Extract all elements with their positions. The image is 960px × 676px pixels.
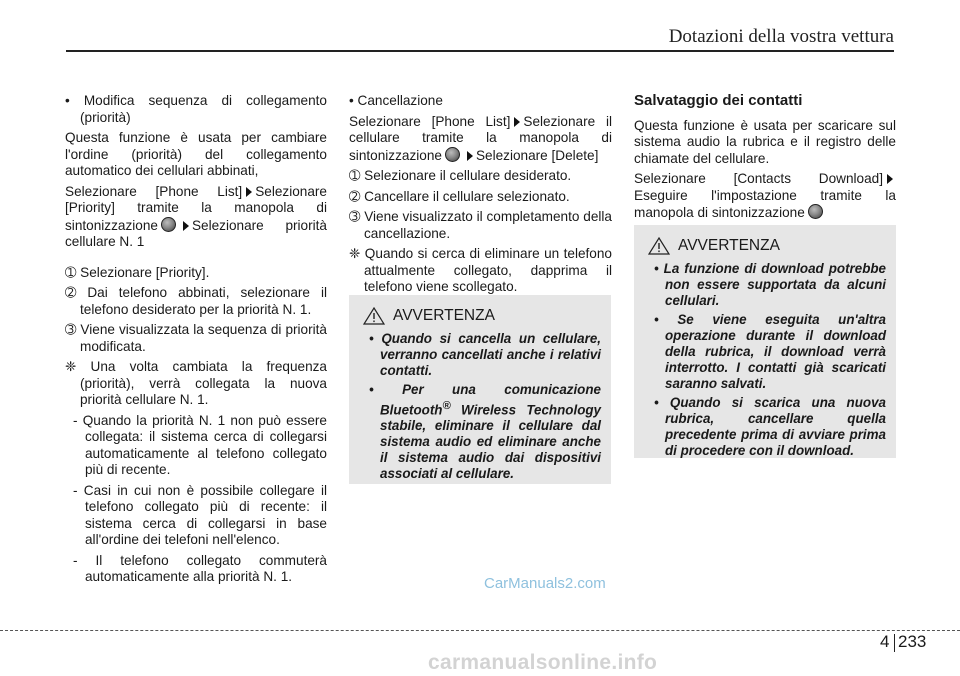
warning-triangle-icon bbox=[648, 237, 670, 255]
dash-item-2: - Casi in cui non è possibile collegare il telefono collegato più di recente: il sistema cerca di collegarsi in base all'ordine dei telefoni nell'elenco. bbox=[73, 482, 327, 547]
column-left bbox=[65, 93, 327, 590]
dash-item-1: - Quando la priorità N. 1 non può essere collegata: il sistema cerca di collegarsi automaticamente al telefono collegato più di recente. bbox=[73, 412, 327, 477]
registered-mark: ® bbox=[442, 400, 451, 412]
warning-item-text: Wireless Technology stabile, eliminare il cellulare dal sistema audio ed eliminare anche il sistema audio dai dispositivi associati al cellulare. bbox=[380, 402, 601, 482]
text-select-priority: Selezionare [Priority] tramite la manopola di sintonizzazione bbox=[65, 183, 327, 233]
warning-item: • La funzione di download potrebbe non essere supportata da alcuni cellulari. bbox=[654, 261, 886, 308]
step-1: ➀ Selezionare [Priority]. bbox=[65, 264, 210, 280]
paragraph-delete-steps bbox=[349, 114, 612, 165]
arrow-right-icon bbox=[887, 174, 893, 184]
chapter-number: 4 bbox=[880, 632, 890, 651]
paragraph-contacts-intro: Questa funzione è usata per scaricare sul sistema audio la rubrica e il registro delle chiamate del cellulare. bbox=[634, 117, 896, 166]
text-select-priority-1: Selezionare priorità cellulare N. 1 bbox=[65, 217, 327, 249]
step-2: ➁ Dai telefono abbinati, selezionare il telefono desiderato per la priorità N. 1. bbox=[65, 285, 327, 317]
warning-title: AVVERTENZA bbox=[393, 307, 495, 324]
paragraph-contacts-steps bbox=[634, 171, 896, 222]
bullet-priority: • Modifica sequenza di collegamento (priorità) bbox=[65, 93, 327, 125]
text-execute-setting: Eseguire l'impostazione tramite la manopola di sintonizzazione bbox=[634, 187, 896, 220]
arrow-right-icon bbox=[183, 221, 189, 231]
step-3: ➂ Viene visualizzata la sequenza di priorità modificata. bbox=[65, 322, 327, 354]
page-number-divider bbox=[894, 634, 895, 652]
text-select-phone-list: Selezionare [Phone List] bbox=[349, 113, 511, 129]
warning-item: • Quando si scarica una nuova rubrica, cancellare quella precedente prima di avviare prima di procedere con il download. bbox=[654, 395, 886, 458]
page-number: 233 bbox=[898, 632, 927, 651]
step-1: ➀ Selezionare il cellulare desiderato. bbox=[349, 168, 572, 183]
step-3: ➂ Viene visualizzato il completamento della cancellazione. bbox=[349, 209, 612, 241]
text-select-phone-list: Selezionare [Phone List] bbox=[65, 183, 243, 199]
dash-item-3: - Il telefono collegato commuterà automaticamente alla priorità N. 1. bbox=[73, 552, 327, 584]
tuning-knob-icon bbox=[161, 217, 176, 232]
note: ❈ Quando si cerca di eliminare un telefono attualmente collegato, dapprima il telefono viene scollegato. bbox=[349, 246, 612, 294]
warning-item: • Se viene eseguita un'altra operazione durante il download della rubrica, il download verrà interrotto. I contatti già scaricati saranno salvati. bbox=[654, 312, 886, 391]
warning-title: AVVERTENZA bbox=[678, 237, 780, 254]
page-header-title: Dotazioni della vostra vettura bbox=[668, 26, 894, 47]
arrow-right-icon bbox=[514, 117, 520, 127]
header-rule bbox=[66, 50, 894, 52]
watermark-bottom: carmanualsonline.info bbox=[428, 651, 658, 674]
warning-item-text: • Per una comunicazione Bluetooth bbox=[369, 382, 601, 418]
step-2: ➁ Cancellare il cellulare selezionato. bbox=[349, 188, 570, 204]
warning-item: • Quando si cancella un cellulare, verranno cancellati anche i relativi contatti. bbox=[369, 331, 601, 378]
arrow-right-icon bbox=[246, 187, 252, 197]
warning-header bbox=[359, 307, 601, 325]
note: ❈ Una volta cambiata la frequenza (priorità), verrà collegata la nuova priorità cellulare N. 1. bbox=[65, 359, 327, 407]
text-select-delete: Selezionare [Delete] bbox=[475, 147, 599, 163]
warning-box-delete bbox=[349, 295, 611, 484]
text-select-phone: Selezionare il cellulare tramite la manopola di sintonizzazione bbox=[349, 113, 612, 163]
warning-box-download bbox=[634, 225, 896, 458]
paragraph-priority-steps bbox=[65, 184, 327, 251]
tuning-knob-icon bbox=[808, 204, 823, 219]
warning-item bbox=[359, 382, 601, 482]
bullet-delete: • Cancellazione bbox=[349, 93, 443, 108]
column-right bbox=[634, 93, 896, 226]
warning-triangle-icon bbox=[363, 307, 385, 325]
arrow-right-icon bbox=[467, 151, 473, 161]
section-heading: Salvataggio dei contatti bbox=[634, 92, 803, 109]
footer-rule bbox=[0, 630, 960, 631]
warning-header bbox=[644, 237, 886, 255]
column-middle bbox=[349, 93, 612, 300]
watermark-site: CarManuals2.com bbox=[484, 575, 606, 592]
tuning-knob-icon bbox=[445, 147, 460, 162]
paragraph-priority-intro: Questa funzione è usata per cambiare l'ordine (priorità) del collegamento automatico dei cellulari abbinati, bbox=[65, 130, 327, 178]
text-contacts-download: Selezionare [Contacts Download] bbox=[634, 171, 883, 186]
